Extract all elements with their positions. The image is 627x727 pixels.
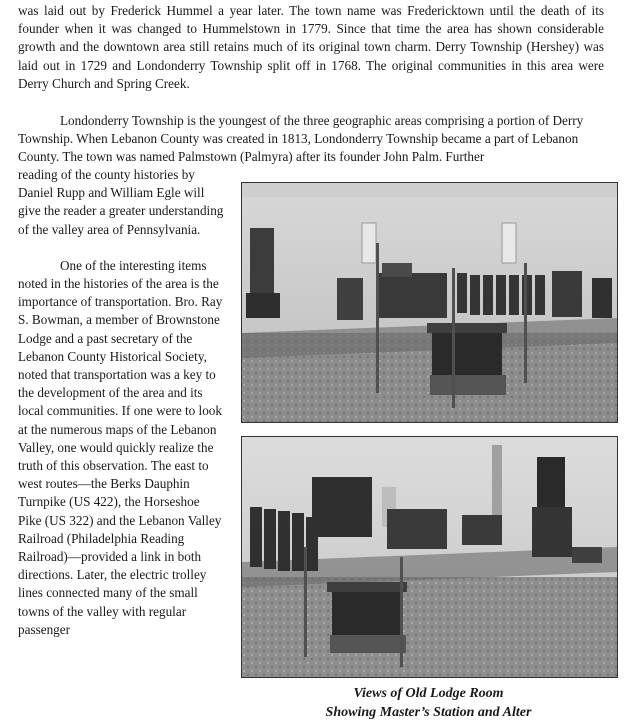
left-text-column — [18, 166, 226, 639]
paragraph-transportation: One of the interesting items noted in the histories of the area is the importance of transportation. Bro. Ray S. Bowman, a member of Brownstone Lodge and a past secretary of the Lebanon County Historical Society, noted that transportation was a key to the development of the area and its local communities. If one were to look at the numerous maps of the Lebanon Valley, one would quickly realize the truth of this observation. The east to west routes—the Berks Dauphin Turnpike (US 422), the Horseshoe Pike (US 322) and the Lebanon Valley Railroad (Philadelphia Reading Railroad)—provided a link in both directions. Later, the electric trolley lines connected many of the small towns of the valley with regular passenger — [18, 257, 223, 637]
paragraph-further-reading: reading of the county histories by Daniel Rupp and William Egle will give the reader a greater understanding of the valley area of Pennsylvania. — [18, 167, 224, 237]
paragraph-londonderry-township: Londonderry Township is the youngest of the three geographic areas comprising a portion of Derry Township. When Lebanon County was created in 1813, Londonderry Township became a part of Lebanon County. The town was named Palmstown (Palmyra) after its founder John Palm. Further — [18, 113, 584, 165]
lodge-room-photo-1 — [241, 182, 618, 423]
lodge-room-photo-2 — [241, 436, 618, 678]
photo-caption — [241, 684, 616, 722]
lodge-room-photo-2-image — [242, 437, 617, 677]
paragraph-hummelstown-history: was laid out by Frederick Hummel a year later. The town name was Fredericktown until the death of its founder when it was changed to Hummelstown in 1779. Since that time the area has shown considerable growth and the downtown area still retains much of its original town charm. Derry Township (Hershey) was laid out in 1729 and Londonderry Township split off in 1768. The original communities in this area were Derry Church and Spring Creek. — [18, 3, 604, 91]
caption-line-1: Views of Old Lodge Room — [353, 686, 504, 701]
lodge-room-photo-1-image — [242, 183, 617, 422]
caption-line-2: Showing Master’s Station and Alter — [325, 705, 532, 720]
